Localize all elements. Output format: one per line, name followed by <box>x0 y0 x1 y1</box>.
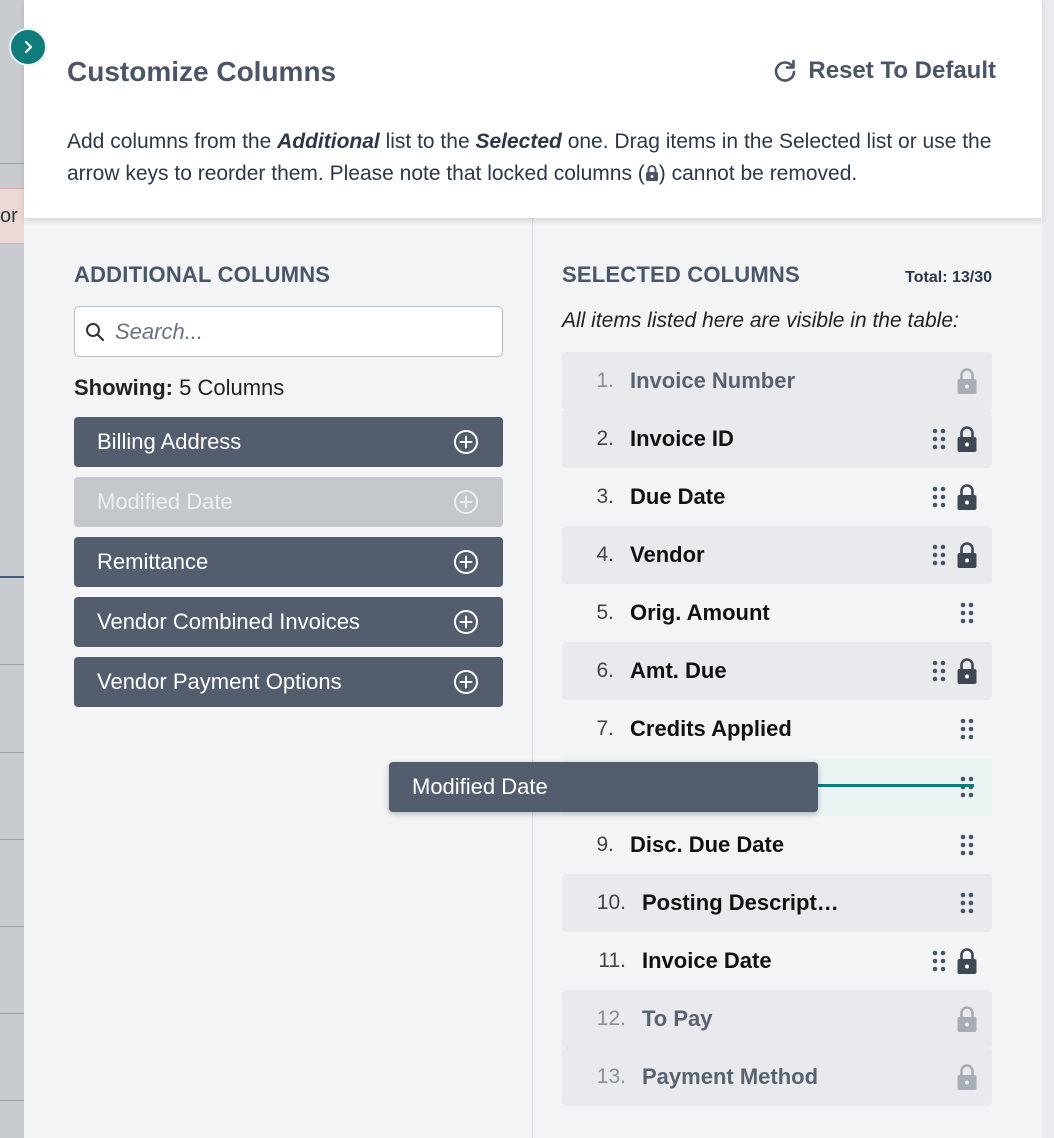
visible-note: All items listed here are visible in the table: <box>562 309 959 332</box>
drag-handle-icon[interactable] <box>932 544 946 566</box>
reset-label: Reset To Default <box>808 57 996 84</box>
add-column-vendor-combined-invoices[interactable] <box>74 597 503 647</box>
lock-icon <box>645 164 659 182</box>
selected-column-posting-description[interactable]: 10. Posting Descript… <box>562 874 992 932</box>
drag-handle-icon[interactable] <box>960 834 974 856</box>
plus-circle-icon[interactable] <box>453 429 479 455</box>
lock-icon <box>956 425 978 453</box>
search-box <box>74 306 503 357</box>
lock-icon <box>956 947 978 975</box>
reset-icon <box>772 58 798 84</box>
drag-handle-icon[interactable] <box>960 776 974 798</box>
drag-handle-icon[interactable] <box>960 718 974 740</box>
instructions-text: Add columns from the Additional list to the Selected one. Drag items in the Selected list or use the arrow keys to reorder them. Please note that locked columns ( ) cannot be removed. <box>67 130 992 185</box>
add-column-billing-address[interactable] <box>74 417 503 467</box>
add-column-vendor-payment-options[interactable] <box>74 657 503 707</box>
selected-columns-title: SELECTED COLUMNS <box>562 262 800 287</box>
dragging-item-label: Modified Date <box>412 774 548 799</box>
selected-column-payment-method: 13. Payment Method <box>562 1048 992 1106</box>
column-label: Remittance <box>97 549 209 574</box>
background-app <box>0 0 24 1138</box>
drag-handle-icon[interactable] <box>932 950 946 972</box>
lock-icon <box>956 541 978 569</box>
additional-columns-title: ADDITIONAL COLUMNS <box>74 262 331 287</box>
column-label: Vendor Combined Invoices <box>97 609 360 634</box>
customize-columns-panel <box>24 0 1042 1138</box>
lock-icon <box>956 1063 978 1091</box>
chevron-right-icon <box>21 40 35 54</box>
collapse-panel-button[interactable] <box>9 28 47 66</box>
selected-column-to-pay: 12. To Pay <box>562 990 992 1048</box>
background-text: or <box>0 205 18 227</box>
reset-to-default-button[interactable] <box>772 57 996 85</box>
plus-circle-icon[interactable] <box>453 549 479 575</box>
add-column-modified-date[interactable] <box>74 477 503 527</box>
drag-handle-icon[interactable] <box>932 428 946 450</box>
lock-icon <box>956 483 978 511</box>
additional-columns-section <box>74 262 504 717</box>
showing-count: Showing: 5 Columns <box>74 375 285 400</box>
selected-column-invoice-date[interactable]: 11. Invoice Date <box>562 932 992 990</box>
column-divider <box>532 218 533 1138</box>
column-label: Vendor Payment Options <box>97 669 342 694</box>
plus-circle-icon[interactable] <box>453 609 479 635</box>
search-input[interactable] <box>115 319 475 345</box>
plus-circle-icon[interactable] <box>453 489 479 515</box>
selected-column-invoice-number: 1. Invoice Number <box>562 352 992 410</box>
drag-handle-icon[interactable] <box>960 892 974 914</box>
lock-icon <box>956 657 978 685</box>
panel-header <box>24 0 1042 218</box>
page-title: Customize Columns <box>67 56 337 87</box>
add-column-remittance[interactable] <box>74 537 503 587</box>
selected-column-credits-applied[interactable]: 7. Credits Applied <box>562 700 992 758</box>
selected-column-vendor[interactable]: 4. Vendor <box>562 526 992 584</box>
column-label: Billing Address <box>97 429 242 454</box>
additional-columns-list <box>74 417 504 707</box>
drag-handle-icon[interactable] <box>932 660 946 682</box>
column-label: Modified Date <box>97 489 233 514</box>
selected-column-disc-due-date[interactable]: 9. Disc. Due Date <box>562 816 992 874</box>
selected-total: Total: 13/30 <box>905 269 992 286</box>
selected-column-amt-due[interactable]: 6. Amt. Due <box>562 642 992 700</box>
lock-icon <box>956 367 978 395</box>
lock-icon <box>956 1005 978 1033</box>
selected-columns-list <box>562 352 992 1106</box>
selected-columns-section <box>562 262 992 1106</box>
selected-column-due-date[interactable]: 3. Due Date <box>562 468 992 526</box>
search-icon <box>85 322 105 342</box>
selected-column-orig-amount[interactable]: 5. Orig. Amount <box>562 584 992 642</box>
plus-circle-icon[interactable] <box>453 669 479 695</box>
dragging-item-ghost[interactable] <box>389 762 818 812</box>
drag-handle-icon[interactable] <box>932 486 946 508</box>
drag-handle-icon[interactable] <box>960 602 974 624</box>
selected-column-invoice-id[interactable]: 2. Invoice ID <box>562 410 992 468</box>
